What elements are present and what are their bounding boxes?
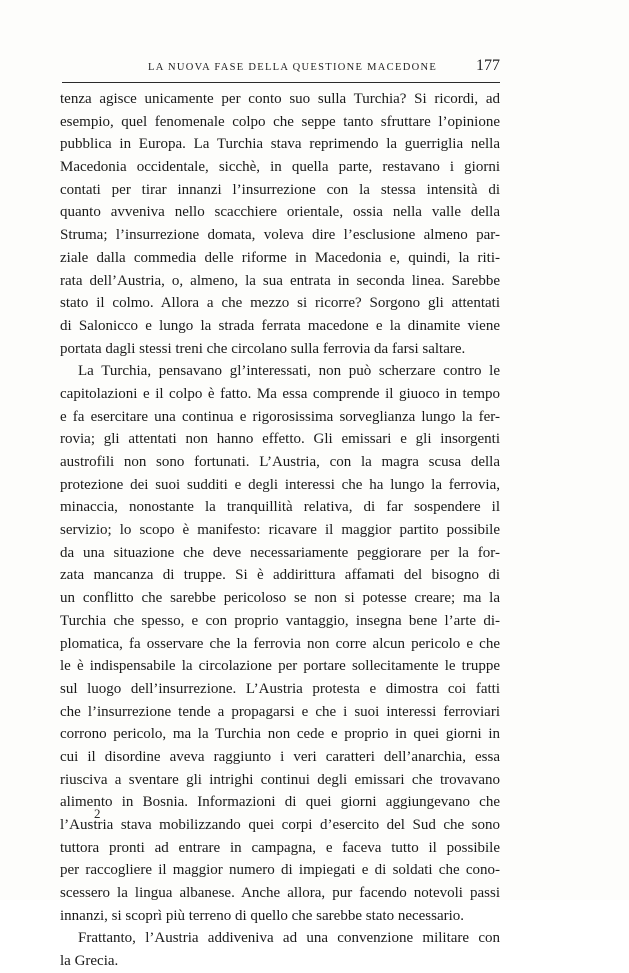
text-line: Frattanto, l’Austria addiveniva ad una convenzione militare con	[78, 930, 500, 947]
text-line: portata dagli stessi treni che circolano sulla ferrovia da farsi saltare.	[60, 340, 466, 357]
text-line: plomatica, fa osservare che la ferrovia non corre alcun pericolo e che	[60, 635, 500, 652]
text-line: stato il colmo. Allora a che mezzo si ricorre? Sorgono gli attentati	[60, 295, 500, 312]
body-text	[60, 88, 500, 973]
text-line: ziale dalla commedia delle riforme in Macedonia e, quindi, la riti-	[60, 249, 500, 266]
text-line: Turchia che spesso, e con proprio vantaggio, insegna bene l’arte di-	[60, 612, 500, 629]
text-line: tenza agisce unicamente per conto suo sulla Turchia? Si ricordi, ad	[60, 91, 500, 107]
text-line: le è indispensabile la circolazione per portare sollecitamente le truppe	[60, 658, 500, 675]
text-line: riusciva a sventare gli intrighi continui degli emissari che trovavano	[60, 771, 500, 788]
text-line: da una situazione che deve necessariamente peggiorare per la for-	[60, 544, 500, 561]
text-line: quanto avveniva nello scacchiere orientale, ossia nella valle della	[60, 204, 500, 221]
text-line: Struma; l’insurrezione domata, voleva dire l’esclusione almeno par-	[60, 227, 500, 244]
text-line: minaccia, nonostante la tranquillità relativa, di far sospendere il	[60, 499, 500, 516]
text-line: rata dell’Austria, o, almeno, la sua entrata in seconda linea. Sarebbe	[60, 272, 500, 289]
text-line: scessero la lingua albanese. Anche allora, pur facendo notevoli passi	[60, 885, 500, 902]
printer-signature: 2	[94, 806, 101, 821]
text-line: Macedonia occidentale, sicchè, in quella parte, restavano i giorni	[60, 159, 500, 176]
text-line: innanzi, si scoprì più terreno di quello che sarebbe stato necessario.	[60, 907, 465, 924]
text-line: un conflitto che sarebbe pericoloso se non si potesse creare; ma la	[60, 590, 500, 607]
running-title: LA NUOVA FASE DELLA QUESTIONE MACEDONE	[148, 62, 438, 73]
text-line: l’Austria stava mobilizzando quei corpi d’esercito del Sud che sono	[60, 817, 500, 833]
text-line: servizio; lo scopo è manifesto: ricavare il maggior partito possibile	[60, 522, 500, 539]
text-line: per raccogliere il maggior numero di impiegati e di soldati che cono-	[60, 862, 500, 879]
text-line: cui il disordine aveva raggiunto i veri caratteri dell’anarchia, essa	[60, 748, 500, 765]
text-line: zata mancanza di truppe. Si è addirittura affamati del bisogno di	[60, 567, 500, 584]
text-line: di Salonicco e lungo la strada ferrata macedone e la dinamite viene	[60, 317, 500, 334]
page-number: 177	[476, 57, 500, 74]
text-line: e fa esercitare una continua e rigorosissima sorveglianza lungo la fer-	[60, 408, 500, 425]
text-line: la Grecia.	[60, 953, 119, 970]
text-line: protezione dei suoi sudditi e degli interessi che ha lungo la ferrovia,	[60, 476, 500, 493]
running-head	[62, 57, 500, 83]
text-line: contati per tirar innanzi l’insurrezione con la stessa intensità di	[60, 181, 500, 198]
text-line: sul luogo dell’insurrezione. L’Austria protesta e dimostra coi fatti	[60, 680, 500, 697]
text-line: corrono pericolo, ma la Turchia non cede e proprio in quei giorni in	[60, 726, 500, 743]
text-line: capitolazioni e il colpo è fatto. Ma essa comprende il giuoco in tempo	[60, 385, 500, 402]
text-line: rovia; gli attentati non hanno effetto. Gli emissari e gli insorgenti	[60, 431, 500, 448]
text-line: pubblica in Europa. La Turchia stava reprimendo la guerriglia nella	[60, 136, 500, 153]
text-line: austrofili non sono fortunati. L’Austria, con la magra scusa della	[60, 454, 500, 470]
text-line: esempio, quel fenomenale colpo che seppe tanto sfruttare l’opinione	[60, 113, 500, 130]
text-line: La Turchia, pensavano gl’interessati, non può scherzare contro le	[78, 363, 500, 380]
text-line: tuttora pronti ad entrare in campagna, e faceva tutto il possibile	[60, 839, 500, 856]
text-line: alimento in Bosnia. Informazioni di quei giorni aggiungevano che	[60, 794, 500, 811]
text-line: che l’insurrezione tende a propagarsi e che i suoi interessi ferroviari	[60, 703, 500, 720]
